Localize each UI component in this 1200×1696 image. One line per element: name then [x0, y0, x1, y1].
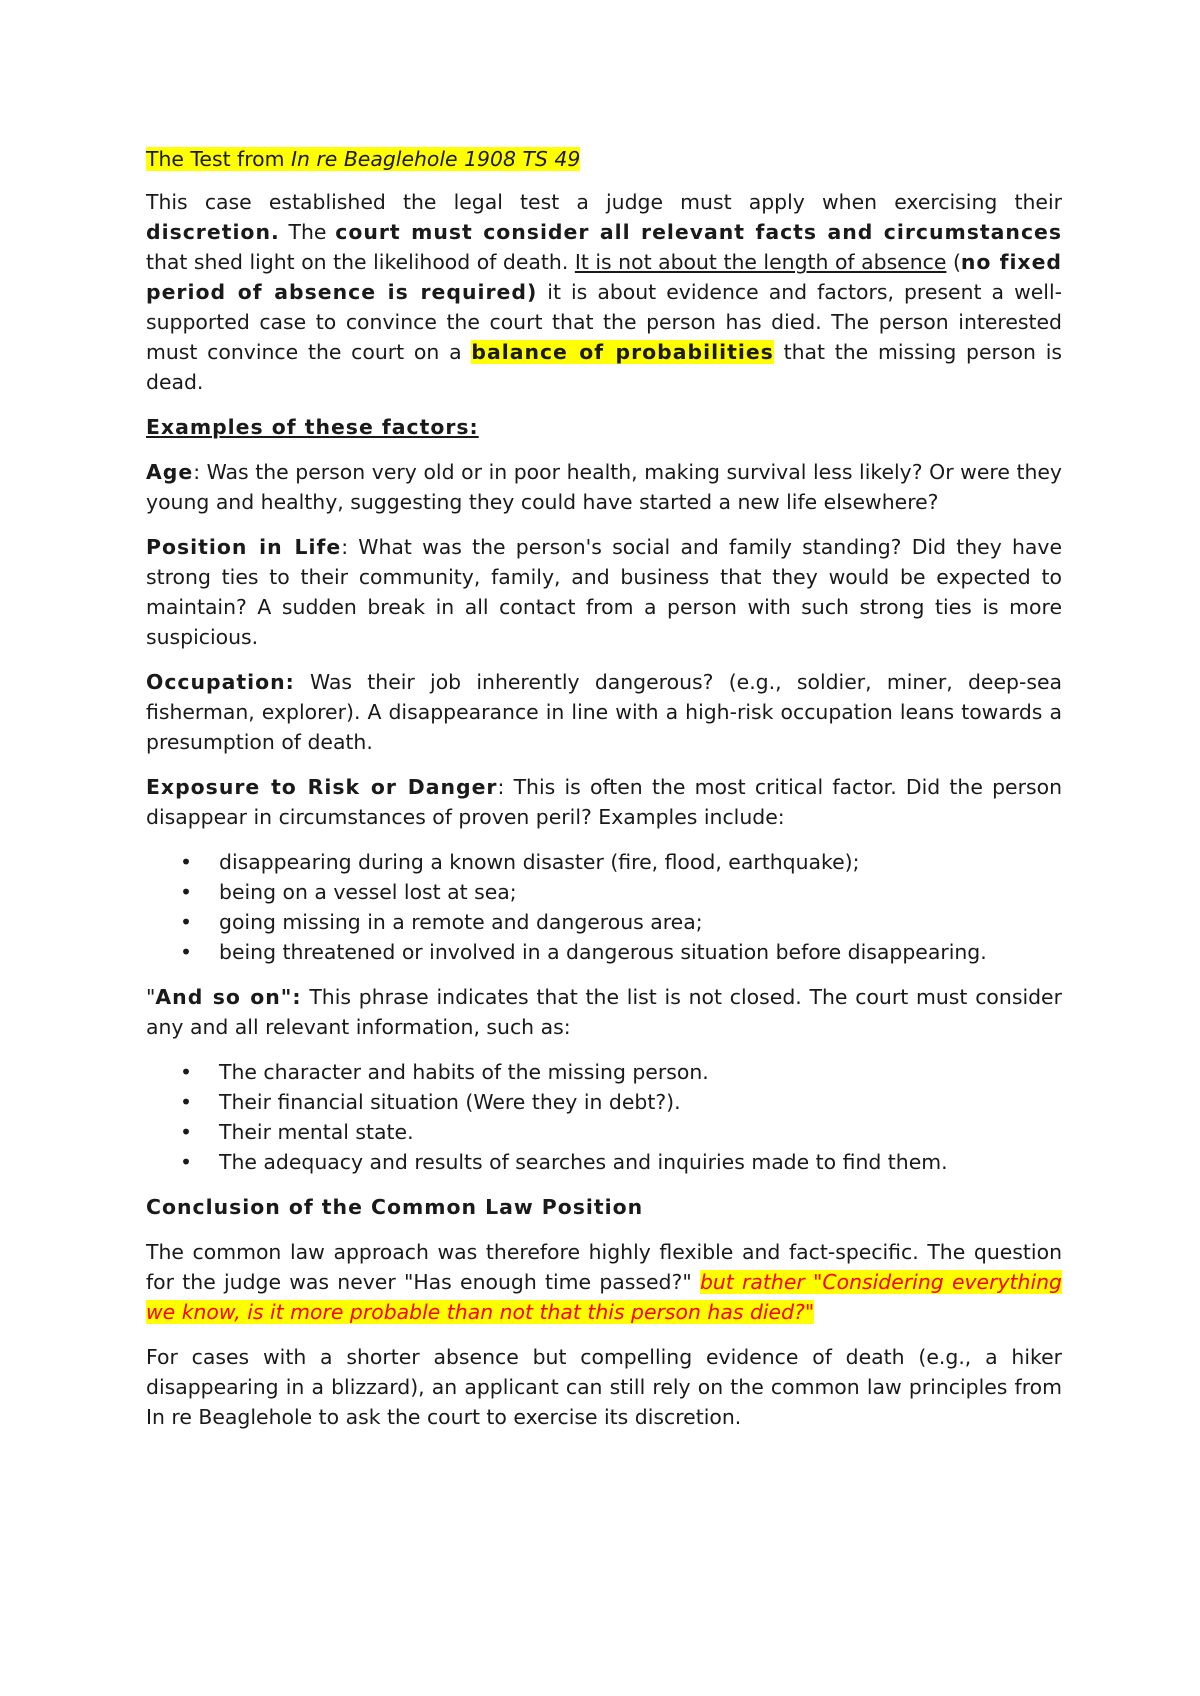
bullet-icon: •	[179, 910, 193, 934]
case-citation: In re Beaglehole 1908 TS 49	[290, 147, 581, 171]
list-item	[179, 1057, 1062, 1087]
list-item-text: Their mental state.	[219, 1120, 414, 1144]
factor-occupation-label: Occupation:	[146, 670, 295, 694]
factor-exposure-label: Exposure to Risk or Danger	[146, 775, 498, 799]
and-so-on-quote: "	[146, 985, 156, 1009]
bullet-icon: •	[179, 1120, 193, 1144]
and-so-on-label: And so on":	[155, 985, 302, 1009]
list-item	[179, 877, 1062, 907]
title-highlight	[146, 147, 580, 171]
intro-text-2: The	[279, 220, 336, 244]
list-item-text: being threatened or involved in a dangerous situation before disappearing.	[219, 940, 987, 964]
factor-position	[146, 532, 1062, 652]
factor-exposure-text: : This is often the most critical factor. Did the person disappear in circumstances of proven peril? Examples include:	[146, 775, 1063, 829]
bullet-icon: •	[179, 880, 193, 904]
examples-heading-text: Examples of these factors:	[146, 415, 479, 439]
and-so-on-text: This phrase indicates that the list is not closed. The court must consider any and all relevant information, such as:	[146, 985, 1062, 1039]
document-title	[146, 144, 1062, 174]
final-paragraph: For cases with a shorter absence but compelling evidence of death (e.g., a hiker disappearing in a blizzard), an applicant can still rely on the common law principles from In re Beaglehole to ask the court to exercise its discretion.	[146, 1345, 1062, 1429]
factor-age-label: Age	[146, 460, 194, 484]
danger-list	[146, 847, 1062, 967]
conclusion-heading	[146, 1192, 1062, 1222]
list-item	[179, 937, 1062, 967]
list-item	[179, 1117, 1062, 1147]
document-body	[146, 144, 1062, 1447]
factor-occupation	[146, 667, 1062, 757]
factor-age-text: : Was the person very old or in poor health, making survival less likely? Or were they young and healthy, suggesting they could have started a new life elsewhere?	[146, 460, 1062, 514]
list-item	[179, 1147, 1062, 1177]
bullet-icon: •	[179, 940, 193, 964]
list-item	[179, 907, 1062, 937]
bullet-icon: •	[179, 1150, 193, 1174]
conclusion-text: The common law approach was therefore highly flexible and fact-specific. The question for the judge was never "Has enough time passed?"	[146, 1240, 1062, 1294]
bullet-icon: •	[179, 1090, 193, 1114]
factor-position-label: Position in Life	[146, 535, 342, 559]
list-item-text: The adequacy and results of searches and inquiries made to find them.	[219, 1150, 948, 1174]
conclusion-paragraph	[146, 1237, 1062, 1327]
list-item-text: going missing in a remote and dangerous area;	[219, 910, 703, 934]
intro-text-4: (	[946, 250, 961, 274]
factor-position-text: : What was the person's social and family standing? Did they have strong ties to their community, family, and business that they would be expected to maintain? A sudden break in all contact from a person with such strong ties is more suspicious.	[146, 535, 1063, 649]
intro-bold-court: court must consider all relevant facts and circumstances	[335, 220, 1063, 244]
intro-text-5: it is about evidence and factors, present a well-supported case to convince the court that the person has died. The person interested must convince the court on a	[146, 280, 1062, 364]
intro-highlight-balance: balance of probabilities	[471, 340, 774, 364]
and-so-on-paragraph	[146, 982, 1062, 1042]
list-item-text: being on a vessel lost at sea;	[219, 880, 517, 904]
list-item	[179, 1087, 1062, 1117]
list-item-text: Their financial situation (Were they in debt?).	[219, 1090, 681, 1114]
title-prefix: The Test from	[146, 147, 291, 171]
intro-underline: It is not about the length of absence	[574, 250, 947, 274]
intro-paragraph	[146, 187, 1062, 397]
bullet-icon: •	[179, 850, 193, 874]
intro-text-3: that shed light on the likelihood of death.	[146, 250, 575, 274]
conclusion-highlight-question: but rather "Considering everything we know, is it more probable than not that this person has died?"	[146, 1270, 1063, 1324]
bullet-icon: •	[179, 1060, 193, 1084]
intro-bold-discretion: discretion.	[146, 220, 280, 244]
info-list	[146, 1057, 1062, 1177]
list-item	[179, 847, 1062, 877]
intro-text-6: that the missing person is dead.	[146, 340, 1062, 394]
intro-bold-period: no fixed period of absence is required)	[146, 250, 1063, 304]
list-item-text: The character and habits of the missing person.	[219, 1060, 709, 1084]
factor-occupation-text: Was their job inherently dangerous? (e.g., soldier, miner, deep-sea fisherman, explorer). A disappearance in line with a high-risk occupation leans towards a presumption of death.	[146, 670, 1062, 754]
factor-exposure	[146, 772, 1062, 832]
examples-heading	[146, 412, 1062, 442]
factor-age	[146, 457, 1062, 517]
intro-text-1: This case established the legal test a judge must apply when exercising their	[146, 190, 1062, 214]
conclusion-heading-text: Conclusion of the Common Law Position	[146, 1195, 644, 1219]
list-item-text: disappearing during a known disaster (fire, flood, earthquake);	[219, 850, 860, 874]
